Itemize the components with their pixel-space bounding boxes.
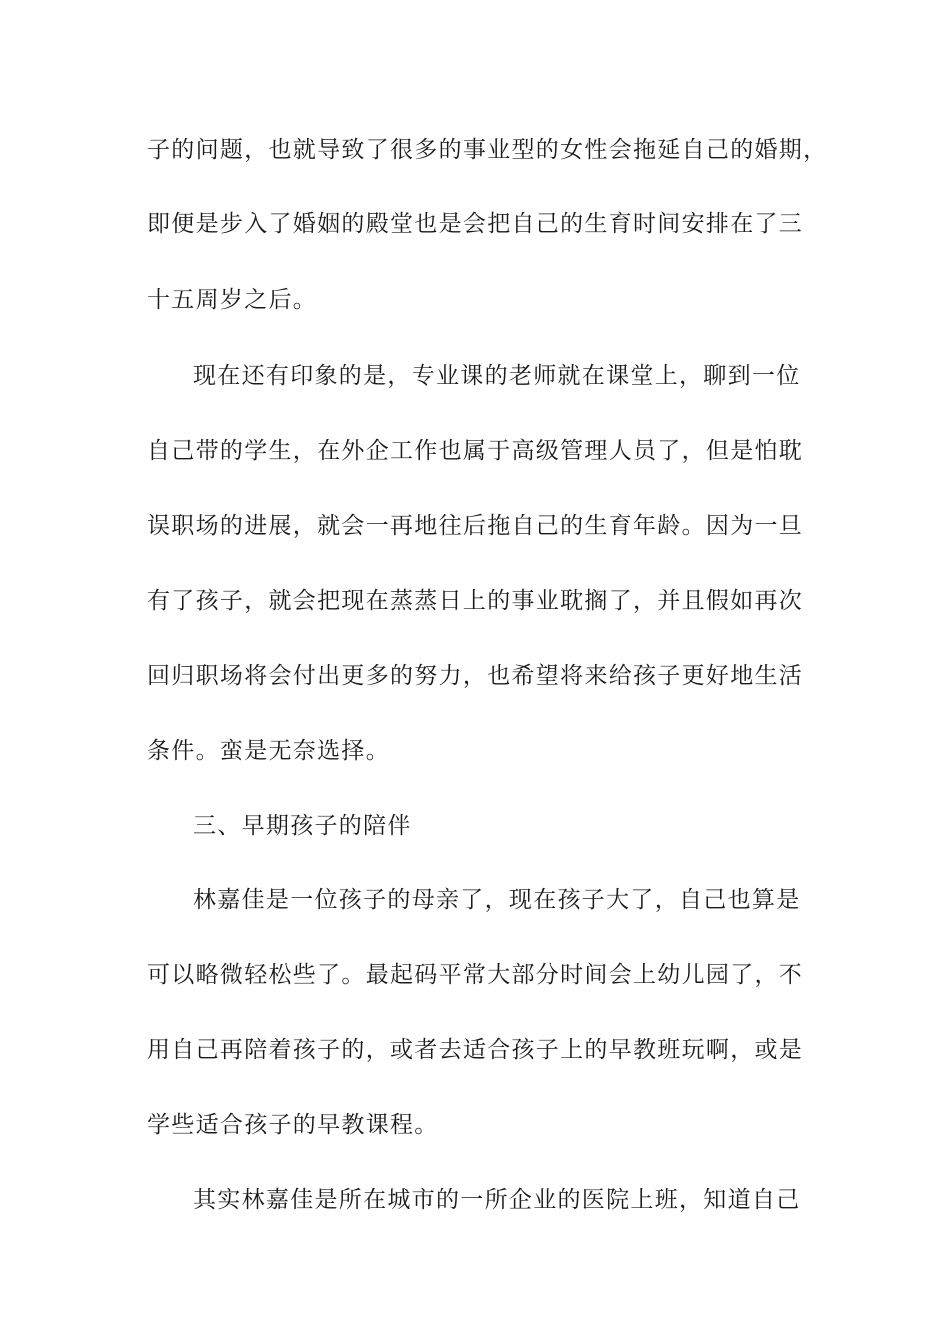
paragraph-start-line: 林嘉佳是一位孩子的母亲了，现在孩子大了，自己也算是 — [193, 887, 801, 913]
text-line-3: 十五周岁之后。 — [147, 287, 318, 313]
paragraph-start-line: 其实林嘉佳是所在城市的一所企业的医院上班，知道自己 — [193, 1187, 801, 1213]
text-line-2: 即便是步入了婚姻的殿堂也是会把自己的生育时间安排在了三 — [147, 211, 804, 237]
section-heading: 三、早期孩子的陪伴 — [193, 813, 412, 839]
text-line-6: 误职场的进展，就会一再地往后拖自己的生育年龄。因为一旦 — [147, 513, 804, 539]
paragraph-start-line: 现在还有印象的是，专业课的老师就在课堂上，聊到一位 — [193, 363, 801, 389]
text-line-14: 学些适合孩子的早教课程。 — [147, 1112, 439, 1138]
text-line-7: 有了孩子，就会把现在蒸蒸日上的事业耽搁了，并且假如再次 — [147, 588, 804, 614]
text-line-5: 自己带的学生，在外企工作也属于高级管理人员了，但是怕耽 — [147, 438, 804, 464]
text-line-1: 子的问题，也就导致了很多的事业型的女性会拖延自己的婚期， — [147, 137, 828, 163]
text-line-12: 可以略微轻松些了。最起码平常大部分时间会上幼儿园了，不 — [147, 962, 804, 988]
text-line-13: 用自己再陪着孩子的，或者去适合孩子上的早教班玩啊，或是 — [147, 1037, 804, 1063]
text-line-9: 条件。蛮是无奈选择。 — [147, 738, 390, 764]
text-line-8: 回归职场将会付出更多的努力，也希望将来给孩子更好地生活 — [147, 663, 804, 689]
